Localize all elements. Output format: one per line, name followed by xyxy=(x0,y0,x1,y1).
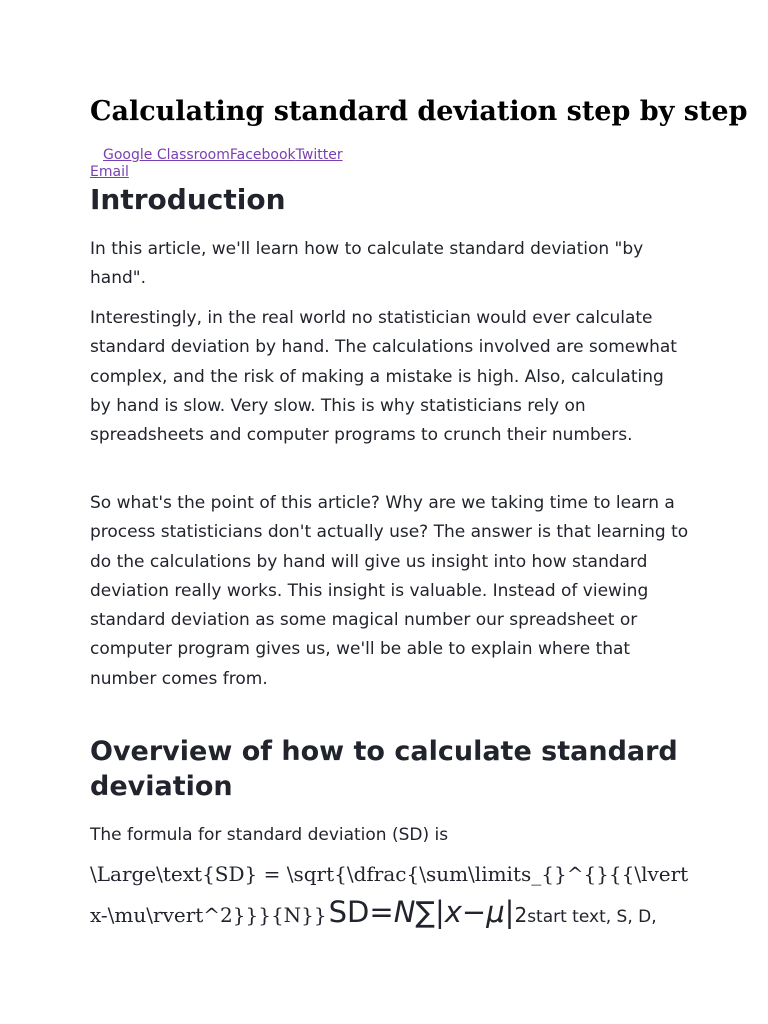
intro-paragraph: In this article, we'll learn how to calculate standard deviation "by hand". xyxy=(90,239,644,289)
formula-latex-source: \Large\text{SD} = \sqrt{\dfrac{\sum\limits_{}^{}{{\lvert xyxy=(90,862,689,886)
math-x: x xyxy=(444,895,462,929)
intro-paragraph: Interestingly, in the real world no statistician would ever calculate standard deviation by hand. The calculations involved are somewhat complex, and the risk of making a mistake is high. Also, calculating by hand is slow. Very slow. This is why statisticians rely on spreadsheets and computer programs to crunch their numbers. xyxy=(90,308,677,446)
math-minus: − xyxy=(461,895,487,929)
intro-heading: Introduction xyxy=(90,183,286,216)
math-abs-close: | xyxy=(504,895,515,929)
share-twitter-link[interactable]: Twitter xyxy=(295,147,343,163)
overview-heading: Overview of how to calculate standard deviation xyxy=(90,736,678,802)
math-sum-symbol: ∑ xyxy=(415,895,435,929)
math-equals: = xyxy=(369,895,394,929)
math-mu: μ xyxy=(486,895,505,929)
formula-line xyxy=(90,895,657,929)
math-abs-open: | xyxy=(434,895,445,929)
share-google-classroom-link[interactable]: Google Classroom xyxy=(103,147,230,163)
share-facebook-link[interactable]: Facebook xyxy=(229,147,296,163)
intro-paragraph: So what's the point of this article? Why are we taking time to learn a process statisticians don't actually use? The answer is that learning to do the calculations by hand will give us insight into how standard deviation really works. This insight is valuable. Instead of viewing standard deviation as some magical number our spreadsheet or computer program gives us, we'll be able to explain where that number comes from. xyxy=(90,493,689,689)
formula-latex-source: x-\mu\rvert^2}}}{N}} xyxy=(90,903,327,927)
article-title: Calculating standard deviation step by step xyxy=(90,96,748,127)
share-links xyxy=(90,147,390,181)
math-exponent: 2 xyxy=(514,903,528,927)
formula-speech-text: start text, S, D, xyxy=(527,907,657,927)
formula-rendered xyxy=(329,895,515,929)
share-email-link[interactable]: Email xyxy=(90,164,129,180)
math-sd: SD xyxy=(328,895,370,929)
formula-intro-text: The formula for standard deviation (SD) is xyxy=(90,825,449,845)
math-n: N xyxy=(393,895,416,929)
